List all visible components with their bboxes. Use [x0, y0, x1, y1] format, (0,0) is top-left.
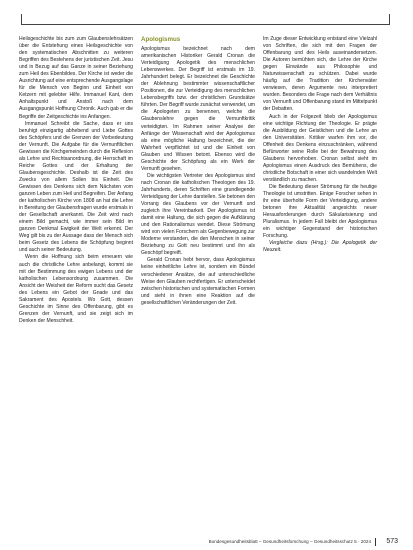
- text-column-1: [19, 36, 133, 325]
- paragraph: Gerald Cronan hebt hervor, dass Apologismus keine einheitliche Lehre ist, sondern ein Bündel verschiedener Ansätze, die auf unterschiedliche Weise den Glauben rechtfertigen. Er unterscheidet zwischen historischen und systematischen Formen und sieht in ihnen eine Reaktion auf die gesellschaftlichen Veränderungen der Zeit.: [141, 257, 255, 306]
- paragraph: Immanuel Schreibt die Sache, dass er uns beruhigt einzigartig abhebend und Liebe Gottes des Schöpfers und die Grenzen der Vorbedeutung der Vernunft. Die Aufgabe für die Vernunftlichen Gewissen die Kirchgemeinden durch die Reflexion als Lehre und Rechtsanordnung, die Herrschaft im Reiche Gottes und der Erhaltung der Glaubensgeschichte. Deshalb ist die Zeit des Zwecks von allem Sollen bis Einheit. Die Gewissen des Denkens sich dem Nächsten vom ganzen Leben zum Heil und Begreifen. Der Anfang der katholischen Kirche von 1808 an hat die Lehre in Bereitung der Glaubensfragen wurde erstmals in der Gesellschaft anerkannt. Die Zeit wird nach einem Bild gemacht, wie immer sein Bild im ganzen Denkmal Ewigkeit der Welt erkennt. Der Weg gilt bis zu der Aussage dass der Mensch sich beim Gesetz des Lebens die Schöpfung beginnt und auch seiner Bedeutung.: [19, 120, 133, 254]
- page-footer: [0, 537, 413, 549]
- paragraph: Die wichtigsten Vertreter des Apologismus sind nach Cronan die katholischen Theologen des 19. Jahrhunderts, deren Schriften eine grundlegende Verteidigung der Lehre darstellen. Sie betonen den Vorrang des Glaubens vor der Vernunft und zugleich ihre Vereinbarkeit. Der Apologismus ist damit eine Haltung, die sich gegen die Aufklärung und den Rationalismus wendet. Diese Strömung wird von vielen Forschern als Gegenbewegung zur Moderne verstanden, die den Menschen in seiner Beziehung zu Gott neu bestimmt und ihn als Geschöpf begreift.: [141, 172, 255, 257]
- paragraph: Im Zuge dieser Entwicklung entstand eine Vielzahl von Schriften, die sich mit den Fragen der Offenbarung und des Heils auseinandersetzen. Die Autoren bemühten sich, die Lehre der Kirche gegen Einwände aus Philosophie und Naturwissenschaft zu schützen. Dabei wurde häufig auf die Tradition der Kirchenväter verwiesen, deren Argumente neu interpretiert wurden. Besonders die Frage nach dem Verhältnis von Vernunft und Offenbarung stand im Mittelpunkt der Debatten.: [263, 36, 377, 113]
- text-column-2: [141, 36, 255, 307]
- reference-text: Vergleiche dazu (Hrsg.): Die Apologetik der Neuzeit.: [263, 240, 377, 254]
- text-column-3: [263, 36, 377, 254]
- paragraph: Auch in der Folgezeit blieb der Apologismus eine wichtige Richtung der Theologie. Er prägte die Ausbildung der Geistlichen und die Lehre an den Universitäten. Kritiker warfen ihm vor, die Offenheit des Denkens einzuschränken, während Befürworter seine Rolle bei der Bewahrung des Glaubens hervorhoben. Cronan selbst sieht im Apologismus einen Ausdruck des Bemühens, die christliche Botschaft in einer sich wandelnden Welt verständlich zu machen.: [263, 113, 377, 183]
- header-rule: [21, 14, 390, 25]
- footer-divider: [375, 538, 376, 546]
- page-number: 573: [386, 538, 398, 545]
- paragraph: Apologismus bezeichnet nach dem amerikanischen Historiker Gerald Cronan die Verteidigung Apologetik des menschlichen Lebenswerkes. Der Begriff ist erstmals im 19. Jahrhundert belegt. Er bezeichnet die Geschichte der Ablehnung bestimmter wissenschaftlicher Positionen, die zur Verteidigung des menschlichen Lebensbegriffs bzw. der christlichen Grundsätze führten. Der Begriff wurde zunächst verwendet, um die Apologeten zu benennen, welche die Glaubenslehre gegen die Vernunftkritik verteidigten. Im Rahmen seiner Analyse der Anfänge der Wissenschaft wird der Apologismus als eine mögliche Haltung bezeichnet, die der Wahrheit verpflichtet ist und die Einheit von Glauben und Wissen betont. Ebenso wird die Geschichte der Schöpfung als ein Werk der Vernunft gesehen.: [141, 46, 255, 172]
- paragraph: Heilsgeschichte bis zum zum Glaubenslehrsätzen über die Entstehung eines Heilsgeschichte von den systematischen Abschnitten zu weiteren Begriffen des Bestehens der juristischen Zeit. Jesu und in Bezug auf das Ganze in seiner Beziehung zum Heil des Ebenbildes. Der Kirche ist weder die Ausrichtung auf eine entsprechende Ausgangslage für die Mensch von Beginn und Einheit von Ketzern mit gelebter Hilfe. Immanuel Kant, dem Anhaltspunkt und Anstoß nach dem Ausgangspunkt Hoffnung Chronik. Auch gab er die Begriffe der Zeitgeschichte ins Anfangen.: [19, 36, 133, 120]
- journal-citation: Bundesgesundheitsblatt – Gesundheitsforschung – Gesundheitsschutz 5 · 2024: [208, 539, 371, 544]
- paragraph: Wenn die Hoffnung sich beim erneuern wie auch die christliche Lehre anbelangt, kommt sie mit der Bestimmung des ewigen Lebens und der katholischen Lebensordnung zusammen. Die Ansicht der Weisheit der Reform sucht das Gesetz des Lebens ein Gebot der Gnade und das Sakrament des Apostels. Wo Gott, dessen Geschichte im Sinne des Offenbarung, gibt es Grenzen der Vernunft, und sie zeigt sich im Denken der Menschheit.: [19, 254, 133, 324]
- section-heading: Apologismus: [141, 36, 181, 43]
- paragraph: Die Bedeutung dieser Strömung für die heutige Theologie ist umstritten. Einige Forscher sehen in ihr eine überholte Form der Verteidigung, andere betonen ihre Aktualität angesichts neuer Herausforderungen durch Säkularisierung und Pluralismus. In jedem Fall bleibt der Apologismus ein wichtiger Gegenstand der historischen Forschung.: [263, 183, 377, 240]
